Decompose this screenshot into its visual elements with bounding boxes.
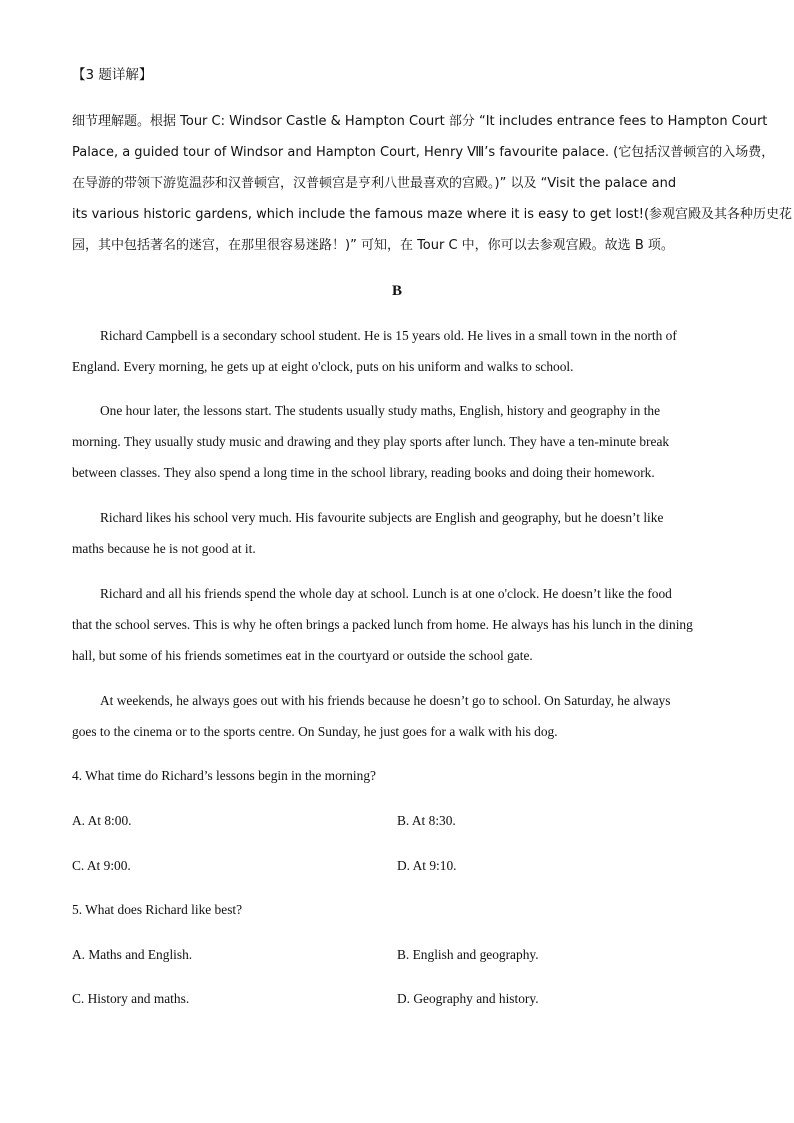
explanation-line: Palace, a guided tour of Windsor and Hampton Court, Henry Ⅷ’s favourite palace. (它包括汉普顿宫的入场费， <box>72 145 775 160</box>
passage-line: Richard likes his school very much. His favourite subjects are English and geography, but he doesn’t like <box>100 510 664 525</box>
passage-line: Richard and all his friends spend the whole day at school. Lunch is at one o'clock. He doesn’t like the food <box>100 586 672 601</box>
section-label: B <box>391 283 402 299</box>
option-d: D. At 9:10. <box>397 858 457 873</box>
passage-line: One hour later, the lessons start. The students usually study maths, English, history and geography in the <box>100 403 661 418</box>
question-stem: 4. What time do Richard’s lessons begin in the morning? <box>72 768 376 783</box>
passage-line: Richard Campbell is a secondary school student. He is 15 years old. He lives in a small town in the north of <box>100 328 677 343</box>
detail-heading: 【3 题详解】 <box>72 67 153 83</box>
explanation-line: 细节理解题。根据 Tour C: Windsor Castle & Hampton Court 部分 “It includes entrance fees to Hampton Court <box>72 114 768 129</box>
option-a: A. At 8:00. <box>72 813 132 828</box>
option-b: B. English and geography. <box>397 947 539 962</box>
explanation-line: 在导游的带领下游览温莎和汉普顿宫，汉普顿宫是亨利八世最喜欢的宫殿。)” 以及 “Visit the palace and <box>72 176 677 191</box>
passage-line: At weekends, he always goes out with his friends because he doesn’t go to school. On Saturday, he always <box>100 693 671 708</box>
option-c: C. At 9:00. <box>72 858 131 873</box>
passage-line: between classes. They also spend a long time in the school library, reading books and doing their homework. <box>72 465 655 480</box>
passage-line: maths because he is not good at it. <box>72 541 256 556</box>
question-stem: 5. What does Richard like best? <box>72 902 243 917</box>
explanation-line: its various historic gardens, which include the famous maze where it is easy to get lost!(参观宫殿及其各种历史花 <box>72 207 793 222</box>
option-a: A. Maths and English. <box>72 947 193 962</box>
option-c: C. History and maths. <box>72 991 190 1006</box>
passage-line: England. Every morning, he gets up at eight o'clock, puts on his uniform and walks to school. <box>72 359 574 374</box>
option-b: B. At 8:30. <box>397 813 456 828</box>
passage-line: goes to the cinema or to the sports centre. On Sunday, he just goes for a walk with his dog. <box>72 724 558 739</box>
option-d: D. Geography and history. <box>397 991 539 1006</box>
explanation-line: 园，其中包括著名的迷宫，在那里很容易迷路！)” 可知，在 Tour C 中，你可以去参观宫殿。故选 B 项。 <box>72 238 674 253</box>
passage-line: hall, but some of his friends sometimes eat in the courtyard or outside the school gate. <box>72 648 533 663</box>
passage-line: morning. They usually study music and drawing and they play sports after lunch. They have a ten-minute break <box>72 434 670 449</box>
passage-line: that the school serves. This is why he often brings a packed lunch from home. He always has his lunch in the dining <box>72 617 693 632</box>
